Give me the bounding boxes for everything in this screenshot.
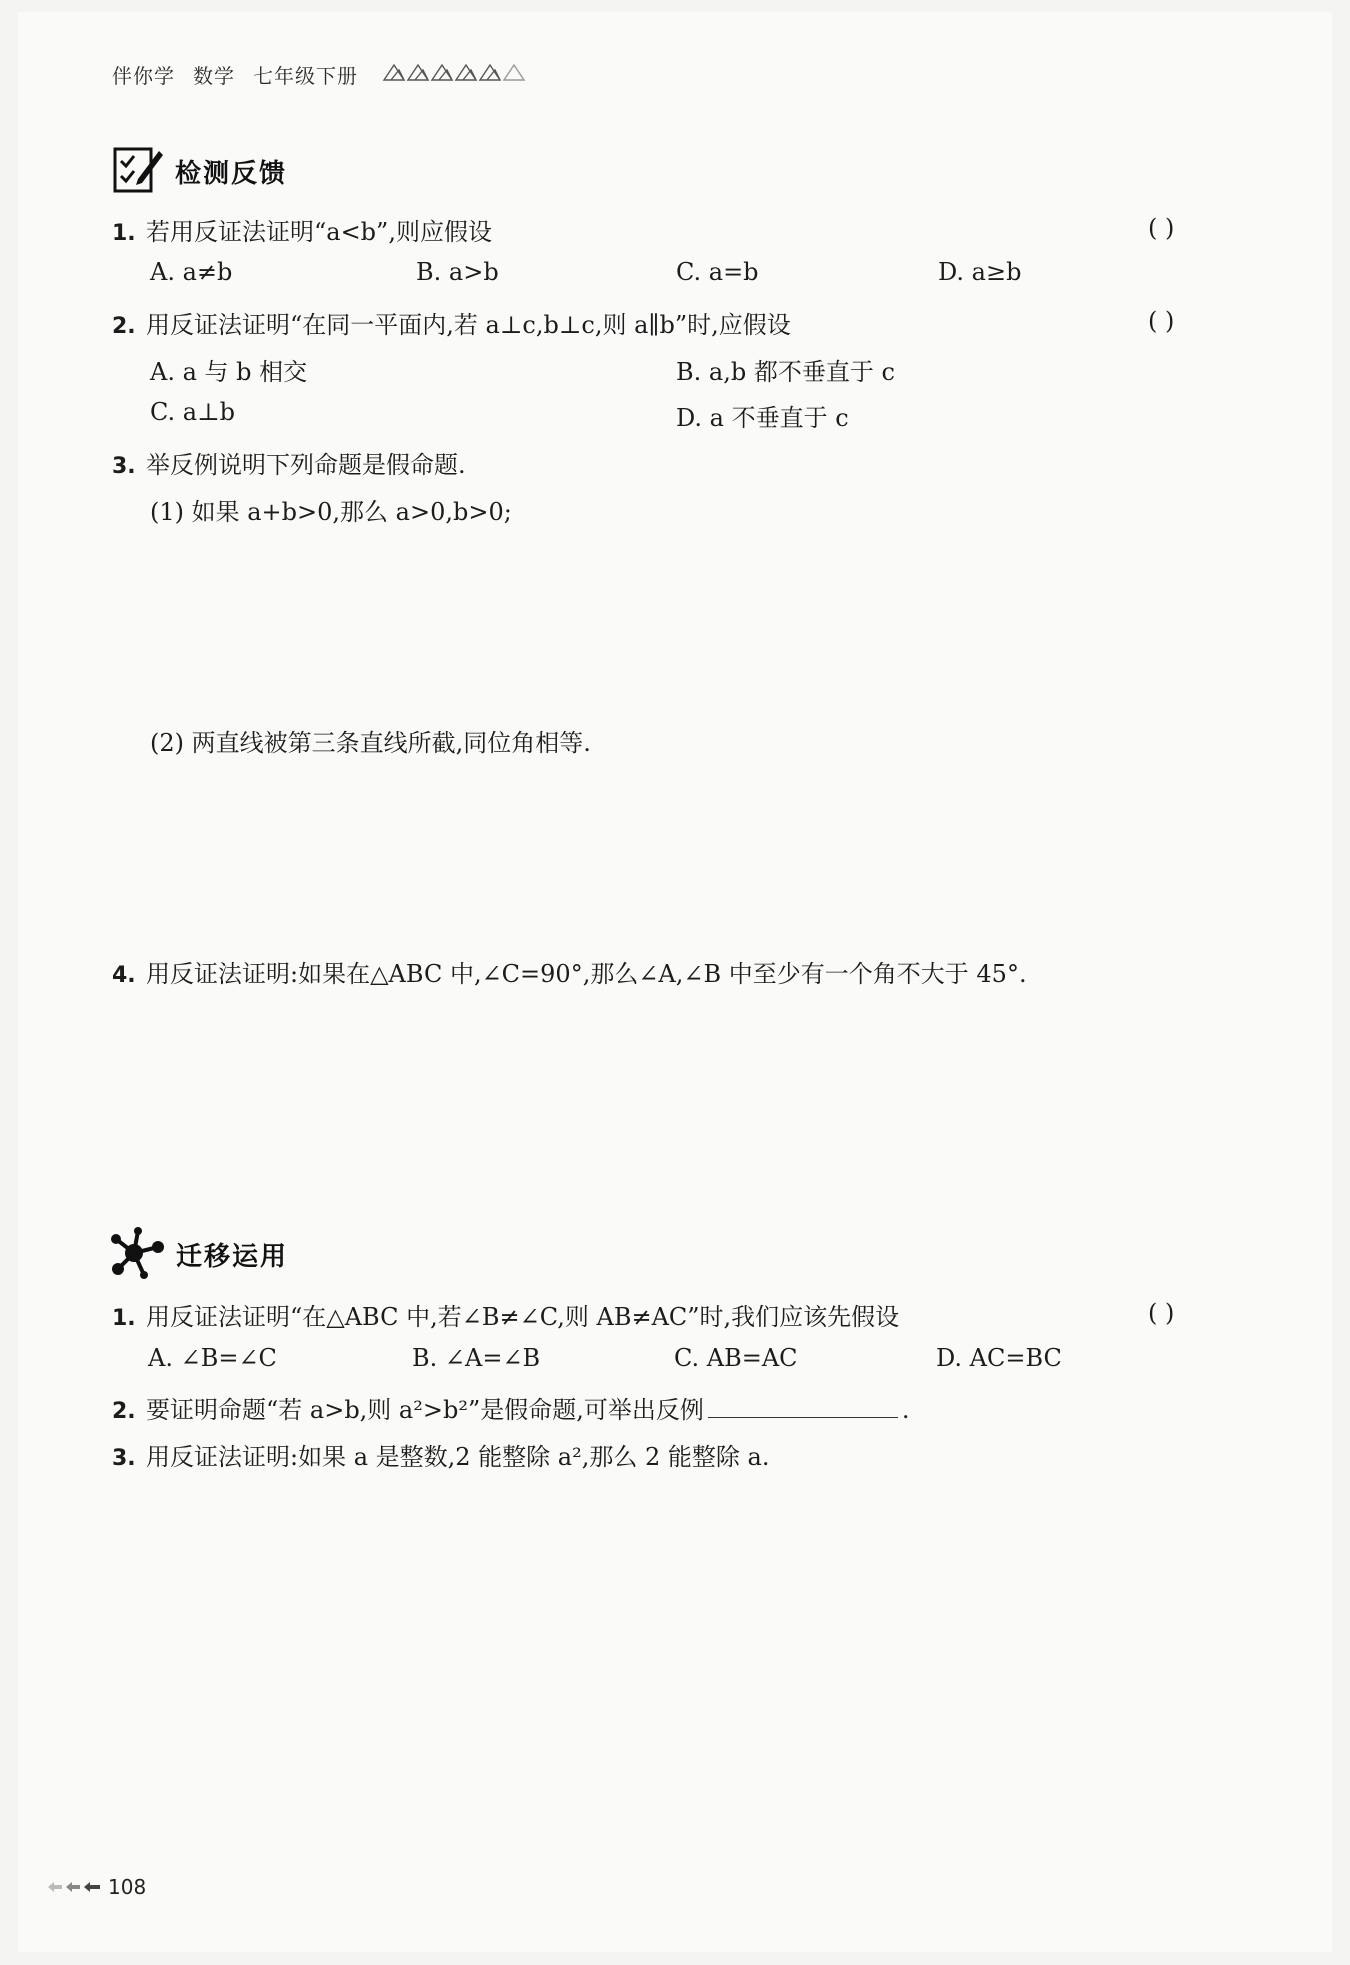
triangle-ornament (382, 62, 526, 82)
option-d: D. a 不垂直于 c (676, 404, 849, 432)
question-text: 若用反证法证明“a<b”,则应假设 (146, 218, 492, 246)
question-3 (112, 1437, 769, 1472)
answer-parentheses: ( ) (1148, 1299, 1175, 1327)
question-text: 用反证法证明“在同一平面内,若 a⊥c,b⊥c,则 a∥b”时,应假设 (146, 311, 791, 339)
option-c: C. a=b (676, 258, 759, 286)
section-title-feedback: 检测反馈 (175, 159, 288, 189)
question-2 (112, 305, 791, 340)
subject-name: 数学 (193, 64, 235, 88)
question-number: 2. (112, 314, 136, 339)
question-number: 2. (112, 1399, 136, 1424)
answer-parentheses: ( ) (1148, 214, 1175, 242)
section-title-application: 迁移运用 (176, 1242, 289, 1272)
question-4 (112, 954, 1027, 989)
grade-name: 七年级下册 (253, 64, 358, 88)
running-header (112, 60, 376, 89)
triangle-icons (382, 62, 526, 82)
question-number: 1. (112, 1306, 136, 1331)
option-c: C. AB=AC (674, 1344, 798, 1372)
question-text: 举反例说明下列命题是假命题. (146, 451, 466, 479)
question-number: 1. (112, 221, 136, 246)
question-text-end: . (901, 1396, 910, 1424)
page-number: 108 (108, 1875, 147, 1899)
option-d: D. a≥b (938, 258, 1022, 286)
option-a: A. ∠B=∠C (148, 1344, 277, 1372)
option-a: A. a≠b (150, 258, 233, 286)
question-text: 用反证法证明:如果 a 是整数,2 能整除 a²,那么 2 能整除 a. (146, 1443, 770, 1471)
question-1 (112, 212, 492, 247)
option-b: B. a>b (416, 258, 499, 286)
question-number: 3. (112, 454, 136, 479)
question-number: 4. (112, 963, 136, 988)
option-d: D. AC=BC (936, 1344, 1062, 1372)
sub-question-1: (1) 如果 a+b>0,那么 a>0,b>0; (150, 498, 512, 526)
question-text: 要证明命题“若 a>b,则 a²>b²”是假命题,可举出反例 (146, 1396, 704, 1424)
question-2 (112, 1390, 910, 1425)
option-b: B. a,b 都不垂直于 c (676, 358, 895, 386)
sub-question-2: (2) 两直线被第三条直线所截,同位角相等. (150, 729, 591, 757)
answer-parentheses: ( ) (1148, 307, 1175, 335)
question-1 (112, 1297, 899, 1332)
question-text: 用反证法证明“在△ABC 中,若∠B≠∠C,则 AB≠AC”时,我们应该先假设 (146, 1303, 900, 1331)
question-3 (112, 445, 466, 480)
checklist-icon (112, 143, 164, 199)
question-number: 3. (112, 1446, 136, 1471)
option-a: A. a 与 b 相交 (150, 358, 308, 386)
question-text: 用反证法证明:如果在△ABC 中,∠C=90°,那么∠A,∠B 中至少有一个角不大于 45°. (146, 960, 1027, 988)
option-b: B. ∠A=∠B (412, 1344, 541, 1372)
series-name: 伴你学 (112, 64, 175, 88)
answer-blank[interactable] (708, 1395, 898, 1418)
network-icon (108, 1225, 166, 1285)
option-c: C. a⊥b (150, 398, 236, 426)
page-arrows-icon (46, 1879, 104, 1898)
